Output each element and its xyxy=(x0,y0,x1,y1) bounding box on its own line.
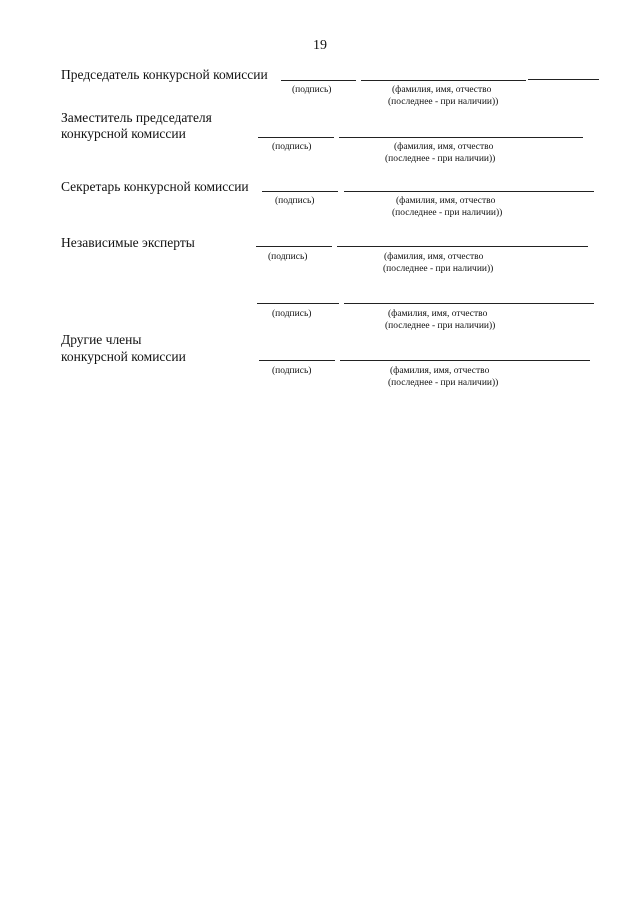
deputy-signature-line xyxy=(258,137,334,138)
deputy-label-line1: Заместитель председателя xyxy=(61,110,212,125)
expert1-name-note: (последнее - при наличии)) xyxy=(383,264,494,274)
expert1-name-line xyxy=(337,246,588,247)
deputy-signature-caption: (подпись) xyxy=(272,142,312,152)
others-label-line1: Другие члены xyxy=(61,332,142,347)
others-name-note: (последнее - при наличии)) xyxy=(388,378,499,388)
deputy-name-line xyxy=(339,137,583,138)
expert1-signature-line xyxy=(256,246,332,247)
expert1-signature-caption: (подпись) xyxy=(268,252,308,262)
chairman-signature-line xyxy=(281,80,356,81)
expert2-name-line xyxy=(344,303,594,304)
secretary-signature-caption: (подпись) xyxy=(275,196,315,206)
chairman-signature-caption: (подпись) xyxy=(292,85,332,95)
others-signature-line xyxy=(259,360,335,361)
chairman-extra-line xyxy=(528,79,599,80)
chairman-label: Председатель конкурсной комиссии xyxy=(61,67,268,82)
others-signature-caption: (подпись) xyxy=(272,366,312,376)
expert2-signature-line xyxy=(257,303,339,304)
secretary-name-note: (последнее - при наличии)) xyxy=(392,208,503,218)
others-name-line xyxy=(340,360,590,361)
secretary-label: Секретарь конкурсной комиссии xyxy=(61,179,249,194)
secretary-name-caption: (фамилия, имя, отчество xyxy=(396,196,496,206)
deputy-label-line2: конкурсной комиссии xyxy=(61,126,186,141)
expert2-name-note: (последнее - при наличии)) xyxy=(385,321,496,331)
chairman-name-line xyxy=(361,80,526,81)
deputy-name-note: (последнее - при наличии)) xyxy=(385,154,496,164)
secretary-signature-line xyxy=(262,191,338,192)
page-number: 19 xyxy=(313,38,327,53)
expert2-signature-caption: (подпись) xyxy=(272,309,312,319)
deputy-name-caption: (фамилия, имя, отчество xyxy=(394,142,494,152)
chairman-name-caption: (фамилия, имя, отчество xyxy=(392,85,492,95)
others-label-line2: конкурсной комиссии xyxy=(61,349,186,364)
expert1-name-caption: (фамилия, имя, отчество xyxy=(384,252,484,262)
experts-label: Независимые эксперты xyxy=(61,235,195,250)
secretary-name-line xyxy=(344,191,594,192)
chairman-name-note: (последнее - при наличии)) xyxy=(388,97,499,107)
others-name-caption: (фамилия, имя, отчество xyxy=(390,366,490,376)
expert2-name-caption: (фамилия, имя, отчество xyxy=(388,309,488,319)
